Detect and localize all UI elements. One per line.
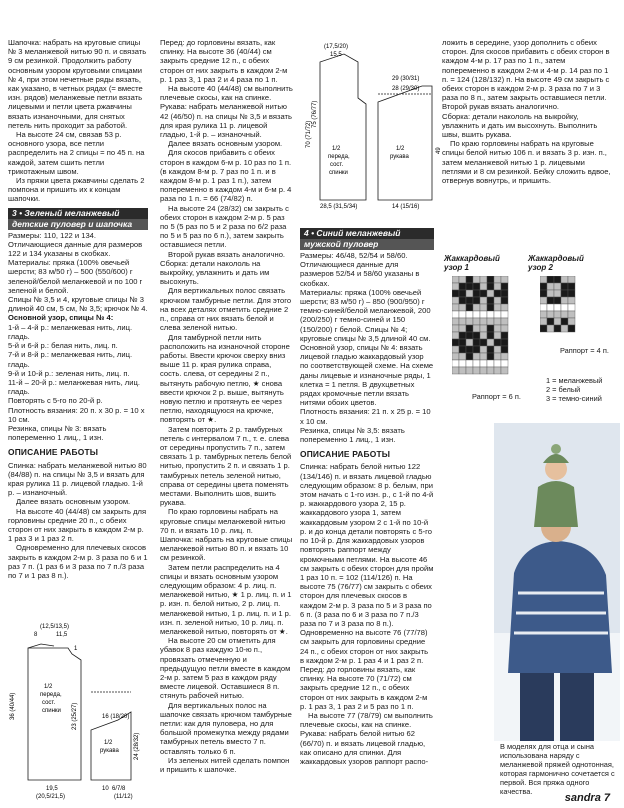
grid-cell (501, 290, 508, 297)
paragraph: Для вертикальных полос связать крючком тамбурные петли. Для этого на всех деталях отметить средние 2 п., справа от них вязать белой и слева зеленой нитью. (160, 286, 292, 333)
grid-cell (466, 353, 473, 360)
grid-cell (452, 325, 459, 332)
legend-item: 3 = темно-синий (546, 394, 602, 403)
grid-cell (473, 360, 480, 367)
section-heading: ОПИСАНИЕ РАБОТЫ (8, 447, 99, 458)
grid-cell (487, 311, 494, 318)
paragraph: Плотность вязания: 20 п. x 30 р. = 10 x 10 см. (8, 405, 145, 424)
grid-cell (540, 304, 547, 311)
grid-cell (480, 297, 487, 304)
dim-label: 10 (102, 786, 109, 792)
grid-cell (501, 297, 508, 304)
grid-cell (487, 332, 494, 339)
grid-cell (561, 304, 568, 311)
dim-label: 6/7/8 (112, 786, 126, 792)
grid-cell (466, 276, 473, 283)
grid-cell (568, 318, 575, 325)
dim-label: 24 (28/32) (134, 732, 140, 760)
paragraph: На высоте 77 (78/79) см выполнить плечевые скосы, как на спинке. (300, 710, 433, 730)
paragraph: Спинка: набрать белой нитью 122 (134/146) п. и вязать лицевой гладью следующим образом: 8 р. белым, при этом начать с 1-го изн. р., с 1-й по 4-й р. жаккардового узора 2, 15 р. жаккардового узора 1, затем жаккардовым узором 2 с 1-й по 10-й р. и до конца детали повторять с 5-го по 10-й р. Для жаккардовых узоров повторять раппорт между кромочными петлями. На высоте 46 см закрыть с обеих сторон для пройм 1 раз 10 п. = 102 (114/126) п. На высоте 75 (76/77) см закрыть с обеих сторон для плечевых скосов в каждом 2-м р. 3 раза по 5 и 3 раза по 6 п. (3 раза по 6 и 3 раза по 7 п./3 раза по 7 и 3 раза по 8 п.). Одновременно на высоте 76 (77/78) см закрыть для горловины средние 24 п., с обеих сторон от них закрыть в каждом 2-м р. 1 раз 4 и 1 раз 2 п. (300, 462, 434, 665)
grid-cell (487, 304, 494, 311)
grid-cell (540, 311, 547, 318)
grid-cell (501, 276, 508, 283)
paragraph: На высоте 24 (28/32) см закрыть с обеих сторон в каждом 2-м р. 5 раз по 5 (5 раз по 5 и 2 раза по 6/2 раза по 5 и 5 раз по 6 п.), затем закрыть оставшиеся петли. (160, 203, 289, 250)
grid-cell (466, 360, 473, 367)
grid-cell (466, 325, 473, 332)
grid-cell (459, 339, 466, 346)
grid-cell (452, 318, 459, 325)
dim-label: 49 (436, 147, 442, 154)
grid-cell (547, 318, 554, 325)
paragraph: На высоте 24 см, связав 53 р. основного узора, все петли распределить на 2 спицы = по 45 п. на каждой, затем сшить петли трикотажным швом. (8, 130, 145, 176)
dim-label: 1 (74, 646, 78, 652)
grid-cell (452, 276, 459, 283)
dim-label: 28,5 (31,5/34) (320, 204, 358, 210)
grid-cell (561, 297, 568, 304)
grid-cell (487, 346, 494, 353)
grid-cell (452, 297, 459, 304)
paragraph: Размеры: 46/48, 52/54 и 58/60. (300, 251, 408, 260)
grid-cell (459, 311, 466, 318)
grid-cell (473, 332, 480, 339)
column-3 (300, 224, 434, 766)
paragraph: Плотность вязания: 21 п. x 25 р. = 10 x 10 см. (300, 407, 431, 426)
section-title: 4 • Синий меланжевый (300, 228, 434, 239)
grid-cell (473, 290, 480, 297)
schema-mens-pullover (300, 42, 450, 212)
paragraph: Сборка: детали накололь на выкройку, увлажнить и дать им высохнуть. (160, 258, 270, 287)
grid-cell (568, 304, 575, 311)
grid-cell (480, 311, 487, 318)
grid-cell (459, 290, 466, 297)
grid-cell (466, 304, 473, 311)
rapport-1-label: Раппорт = 6 п. (472, 392, 521, 401)
paragraph: По краю горловины набрать на круговые спицы меланжевой нитью 70 п. и вязать 10 р. лиц. п. (160, 507, 286, 535)
grid-cell (540, 325, 547, 332)
grid-cell (466, 290, 473, 297)
grid-cell (554, 325, 561, 332)
grid-cell (547, 325, 554, 332)
grid-cell (494, 353, 501, 360)
grid-cell (480, 353, 487, 360)
dim-label: 8 (34, 632, 38, 638)
dim-label: рукава (390, 154, 409, 160)
grid-cell (494, 332, 501, 339)
grid-cell (561, 290, 568, 297)
grid-cell (459, 276, 466, 283)
grid-cell (561, 311, 568, 318)
grid-cell (568, 325, 575, 332)
grid-cell (452, 360, 459, 367)
grid-cell (473, 283, 480, 290)
column-4 (442, 38, 614, 185)
dim-label: 29 (30/31) (392, 76, 420, 82)
grid-cell (480, 283, 487, 290)
grid-cell (480, 346, 487, 353)
grid-cell (494, 283, 501, 290)
grid-cell (487, 276, 494, 283)
schema-children-pullover (6, 620, 156, 800)
grid-cell (466, 297, 473, 304)
dim-label: 28 (29/30) (392, 86, 420, 92)
dim-label: 14 (15/16) (392, 204, 420, 210)
dim-label: (20,5/21,5) (36, 794, 66, 800)
grid-cell (487, 360, 494, 367)
grid-cell (466, 318, 473, 325)
grid-cell (554, 283, 561, 290)
grid-cell (480, 339, 487, 346)
grid-cell (459, 297, 466, 304)
grid-cell (540, 290, 547, 297)
grid-cell (487, 325, 494, 332)
grid-cell (554, 304, 561, 311)
grid-cell (501, 311, 508, 318)
dim-label: (12,5/13,5) (40, 624, 70, 630)
paragraph: Второй рукав вязать аналогично. (168, 249, 286, 259)
grid-cell (466, 367, 473, 374)
grid-cell (466, 332, 473, 339)
grid-cell (473, 346, 480, 353)
paragraph: На высоте 40 (44/48) см выполнить плечевые скосы, как на спинке. (160, 84, 293, 103)
grid-cell (501, 367, 508, 374)
grid-cell (501, 360, 508, 367)
paragraph: 9-й и 10-й р.: зеленая нить, лиц. п. (8, 368, 130, 378)
paragraph: Одновременно для плечевых скосов закрыть в каждом 2-м р. 3 раза по 6 и 1 раз 7 п. (1 раз 6 и 3 раза по 7 п./3 раза по 7 и 1 раз 8 п.). (8, 543, 148, 580)
grid-cell (501, 332, 508, 339)
grid-cell (494, 311, 501, 318)
paragraph: Спинка: набрать меланжевой нитью 80 (84/88) п. на спицы № 3,5 и вязать для края рулика 11 р. лицевой гладью. 1-й р. – изнаночный. (8, 460, 147, 498)
grid-cell (494, 360, 501, 367)
paragraph: Резинка, спицы № 3: вязать попеременно 1 лиц., 1 изн. (8, 423, 107, 443)
paragraph: Для тамбурной петли нить расположить на изнаночной стороне работы. Ввести крючок сверху вниз выше 11 р. края рулика справа, сость. слева, от середины 2 п., вытянуть рабочую петлю, ★ снова ввести крючок 2 р. выше, вытянуть новую петлю и протянуть ее через петлю, находящуюся на крючке, повторять от ★. (160, 332, 290, 425)
grid-cell (554, 290, 561, 297)
paragraph: Затем повторить 2 р. тамбурных петель с интервалом 7 п., т. е. слева от середины пропустить 7 п., затем связать 1 р. тамбурных петель белой нитью, пропустить 2 п. и связать 1 р. тамбурных петель зеленой нитью, справа от середины цвета поменять местами. Выполнить шов, вшить рукава. (160, 424, 292, 508)
paragraph: Отличающиеся данные для размеров 52/54 и 58/60 указаны в скобках. (300, 260, 420, 288)
dim-label: 19,5 (46, 786, 58, 792)
grid-cell (487, 353, 494, 360)
grid-cell (554, 297, 561, 304)
section-subtitle: детские пуловер и шапочка (8, 219, 148, 230)
father-son-photo (494, 423, 620, 741)
grid-cell (480, 332, 487, 339)
grid-cell (494, 318, 501, 325)
grid-cell (547, 290, 554, 297)
dim-label: сост. (330, 162, 344, 168)
grid-cell (459, 318, 466, 325)
grid-cell (459, 367, 466, 374)
legend-item: 2 = белый (546, 385, 581, 394)
grid-cell (540, 283, 547, 290)
dim-label: 75 (76/77) (312, 100, 318, 128)
grid-cell (547, 311, 554, 318)
grid-cell (452, 353, 459, 360)
paragraph: 1-й – 4-й р.: меланжевая нить, лиц. гладь. (8, 322, 133, 341)
paragraph: Далее вязать основным узором. (168, 139, 283, 149)
paragraph: Повторять с 5-го по 20-й р. (8, 396, 103, 406)
paragraph: Шапочка: набрать на круговые спицы № 3 меланжевой нитью 90 п. и связать 9 см резинкой. Продолжить работу основным узором круговыми спицами № 4, при этом нечетные ряды вязать, как указано, в четных рядах (= вместе изн. рядов) меланжевые петли вязать лицевыми и петли цвета ржавчины вязать изнаночными, для снятых петель нить проходит за работой. (8, 38, 147, 130)
grid-cell (494, 346, 501, 353)
grid-cell (487, 318, 494, 325)
grid-cell (459, 325, 466, 332)
dim-label: спинки (329, 170, 348, 176)
grid-cell (547, 297, 554, 304)
paragraph: 5-й и 6-й р.: белая нить, лиц. п. (8, 341, 118, 351)
dim-label: 1/2 (332, 146, 341, 152)
paragraph: На высоте 20 см отметить для убавок 8 раз каждую 10-ю п., провязать отмеченную и предыдущую петли вместе в каждом 2-м р. затем 5 раз в каждом ряду вместе лицевой. Оставшиеся 8 п. стянуть рабочей нитью. (160, 636, 291, 701)
dim-label: 23 (25/27) (72, 702, 78, 730)
paragraph: Размеры: 110, 122 и 134. (8, 230, 97, 240)
section-heading: ОПИСАНИЕ РАБОТЫ (300, 449, 391, 460)
grid-cell (473, 325, 480, 332)
column-1 (8, 38, 148, 580)
section-3-banner (8, 208, 148, 230)
grid-cell (487, 367, 494, 374)
dim-label: 70 (71/72) (306, 120, 312, 148)
grid-cell (459, 346, 466, 353)
paragraph: 7-й и 8-й р.: меланжевая нить, лиц. гладь. (8, 350, 133, 369)
grid-cell (459, 332, 466, 339)
jacquard-1-title: Жаккардовый узор 1 (444, 254, 500, 272)
dim-label: 16 (18/20) (102, 714, 130, 720)
dim-label: 1/2 (104, 740, 113, 746)
grid-cell (480, 318, 487, 325)
grid-cell (568, 311, 575, 318)
paragraph: Шапочка: набрать на круговые спицы меланжевой нитью 80 п. и вязать 10 см резинкой. (160, 534, 293, 563)
grid-cell (452, 367, 459, 374)
grid-cell (501, 325, 508, 332)
grid-cell (568, 290, 575, 297)
grid-cell (487, 297, 494, 304)
grid-cell (494, 297, 501, 304)
rapport-2-label: Раппорт = 4 п. (560, 346, 609, 355)
paragraph: По краю горловины набрать на круговые спицы белой нитью 106 п. и вязать 3 р. изн. п., затем меланжевой нитью 1 р. лицевыми петлями и 8 см резинкой. Бейку сложить вдвое, отвернув вовнутрь, и пришить. (442, 139, 611, 186)
paragraph: Рукава: набрать меланжевой нитью 42 (46/50) п. на спицы № 3,5 и вязать для края рулика 11 р. лицевой гладью, 1-й р. – изнаночный. (160, 102, 292, 140)
paragraph: Основной узор, спицы № 4: (8, 313, 114, 323)
grid-cell (501, 353, 508, 360)
dim-label: 1/2 (396, 146, 405, 152)
paragraph: Материалы: пряжа (100% овечьей шерсти; 83 м/50 г) – 500 (550/600) г зеленой/белой меланжевой и по 100 г зеленой и белой. (8, 258, 143, 295)
grid-cell (547, 276, 554, 283)
grid-cell (452, 332, 459, 339)
grid-cell (554, 318, 561, 325)
grid-cell (494, 304, 501, 311)
grid-cell (473, 318, 480, 325)
grid-cell (501, 318, 508, 325)
grid-cell (473, 297, 480, 304)
dim-label: сост. (42, 700, 56, 706)
grid-cell (452, 311, 459, 318)
grid-cell (561, 276, 568, 283)
grid-cell (473, 339, 480, 346)
dim-label: (11/12) (114, 794, 133, 800)
paragraph: Спицы № 3,5 и 4, круговые спицы № 3 длиной 40 см, 5 см, № 3,5; крючок № 4. (8, 295, 148, 314)
dim-label: 1/2 (44, 684, 53, 690)
paragraph: Сборка: детали накололь на выкройку, увлажнить и дать им высохнуть. Выполнить швы, вшить рукава. (442, 111, 598, 140)
grid-cell (452, 290, 459, 297)
grid-cell (568, 283, 575, 290)
grid-cell (466, 283, 473, 290)
grid-cell (480, 367, 487, 374)
grid-cell (473, 311, 480, 318)
grid-cell (459, 283, 466, 290)
grid-cell (480, 304, 487, 311)
jacquard-2-chart (540, 276, 580, 340)
dim-label: 11,5 (56, 632, 68, 638)
dim-label: 15,5 (330, 52, 342, 58)
grid-cell (561, 318, 568, 325)
grid-cell (494, 276, 501, 283)
grid-cell (480, 360, 487, 367)
legend-item: 1 = меланжевый (546, 376, 603, 385)
grid-cell (473, 353, 480, 360)
paragraph: Материалы: пряжа (100% овечьей шерсти; 83 м/50 г) – 850 (900/950) г темно-синей/белой меланжевой, 200 (200/250) г темно-синей и 150 (150/200) г белой. Спицы № 4; круговые спицы № 3,5 длиной 40 см. (300, 287, 431, 343)
dim-label: (17,5/20) (324, 44, 349, 50)
grid-cell (487, 283, 494, 290)
section-subtitle: мужской пуловер (300, 239, 434, 250)
grid-cell (554, 311, 561, 318)
paragraph: На высоте 40 (44/48) см закрыть для горловины средние 20 п., с обеих сторон от них закрыть в каждом 2-м р. 1 раз 3 и 1 раз 2 п. (8, 506, 147, 544)
paragraph: Для скосов прибавить с обеих сторон в каждом 6-м р. 10 раз по 1 п. (в каждом 8-м р. 7 раз по 1 п. и в каждом 8-м р. 1 раз 1 п.), затем попеременно в каждом 4-м и 6-м р. 4 раза по 1 п. = 66 (74/82) п. (160, 148, 292, 204)
grid-cell (459, 304, 466, 311)
paragraph: ложить в середине, узор дополнить с обеих сторон. Для скосов прибавить с обеих сторон в каждом 4-м р. 17 раз по 1 п., затем попеременно в каждом 2-м и 4-м р. 14 раз по 1 п. = 124 (128/132) п. На высоте 49 см закрыть с обеих сторон в каждом 2-м р. 3 раза по 7 и 3 раза по 8 п., затем закрыть оставшиеся петли. Второй рукав вязать аналогично. (442, 38, 610, 112)
grid-cell (540, 318, 547, 325)
grid-cell (494, 325, 501, 332)
paragraph: Из пряжи цвета ржавчины сделать 2 помпона и пришить их к концам шапочки. (8, 176, 145, 204)
paragraph: Резинка, спицы № 3,5: вязать попеременно 1 лиц., 1 изн. (300, 425, 405, 445)
page-footer: sandra 7 (564, 792, 610, 804)
grid-cell (466, 339, 473, 346)
grid-cell (480, 290, 487, 297)
grid-cell (480, 276, 487, 283)
grid-cell (568, 276, 575, 283)
paragraph: Далее вязать основным узором. (16, 497, 131, 507)
grid-cell (501, 339, 508, 346)
grid-cell (540, 276, 547, 283)
grid-cell (494, 367, 501, 374)
grid-cell (452, 283, 459, 290)
grid-cell (547, 304, 554, 311)
paragraph: Затем петли распределить на 4 спицы и вязать основным узором следующим образом: 4 р. лиц. п. меланжевой нитью, ★ 1 р. лиц. п. и 1 р. изн. п. белой нитью, 2 р. лиц. п. меланжевой нитью, 1 р. лиц. п. и 1 р. изн. п. зеленой нитью, 10 р. лиц. п. меланжевой нитью, повторять от ★. (160, 562, 292, 636)
jacquard-2-title: Жаккардовый узор 2 (528, 254, 584, 272)
photo-caption: В моделях для отца и сына использована наряду с меланжевой пряжей однотонная, которая гармонично сочетается с первой. Вся пряжа одного качества. (500, 742, 615, 796)
grid-cell (501, 346, 508, 353)
paragraph: Из зеленых нитей сделать помпон и пришить к шапочке. (160, 755, 290, 775)
grid-cell (459, 360, 466, 367)
grid-cell (466, 346, 473, 353)
grid-cell (494, 290, 501, 297)
grid-cell (561, 325, 568, 332)
grid-cell (501, 283, 508, 290)
paragraph: 11-й – 20-й р.: меланжевая нить, лиц. гладь. (8, 377, 140, 397)
dim-label: рукава (100, 748, 119, 754)
section-4-banner (300, 228, 434, 250)
grid-cell (487, 339, 494, 346)
dim-label: переда, (40, 692, 62, 698)
grid-cell (473, 276, 480, 283)
grid-cell (480, 325, 487, 332)
color-legend (546, 376, 622, 403)
grid-cell (452, 304, 459, 311)
paragraph: Отличающиеся данные для размеров 122 и 134 указаны в скобках. (8, 239, 143, 259)
paragraph: Перед: до горловины вязать, как спинку. На высоте 70 (71/72) см закрыть средние 12 п., с обеих сторон от них закрыть в каждом 2-м р. 1 раз 3, 1 раз 2 и 5 раз по 1 п. (300, 664, 428, 711)
grid-cell (540, 297, 547, 304)
grid-cell (466, 311, 473, 318)
grid-cell (568, 297, 575, 304)
column-2 (160, 38, 294, 774)
grid-cell (554, 276, 561, 283)
grid-cell (459, 353, 466, 360)
grid-cell (487, 290, 494, 297)
grid-cell (452, 346, 459, 353)
grid-cell (473, 367, 480, 374)
paragraph: Для вертикальных полос на шапочке связать крючком тамбурные петли: как для пуловера, но для большой промежутка между рядами тамбурных петель вместо 7 п. оставлять только 6 п. (160, 700, 292, 756)
section-title: 3 • Зеленый меланжевый (8, 208, 148, 219)
dim-label: 36 (40/44) (10, 692, 16, 720)
paragraph: Перед: до горловины вязать, как спинку. На высоте 36 (40/44) см закрыть средние 12 п., с обеих сторон от них закрыть в каждом 2-м р. 1 раз 3, 1 раз 2 и 4 раза по 1 п. (160, 38, 288, 84)
paragraph: Основной узор, спицы № 4: вязать лицевой гладью жаккардовый узор по соответствующей схеме. На схеме даны лицевые и изнаночные ряды, 1 клетка = 1 петля. В двухцветных рядах кромочные петли вязать нитями обоих цветов. (300, 343, 434, 408)
dim-label: переда, (328, 154, 350, 160)
grid-cell (501, 304, 508, 311)
paragraph: Рукава: набрать белой нитью 62 (66/70) п. и вязать лицевой гладью, как описано для спинки. Для жаккардовых узоров раппорт распо- (300, 729, 429, 766)
dim-label: спинки (42, 708, 61, 714)
grid-cell (494, 339, 501, 346)
grid-cell (561, 283, 568, 290)
grid-cell (473, 304, 480, 311)
jacquard-1-chart (452, 276, 516, 386)
grid-cell (547, 283, 554, 290)
grid-cell (452, 339, 459, 346)
